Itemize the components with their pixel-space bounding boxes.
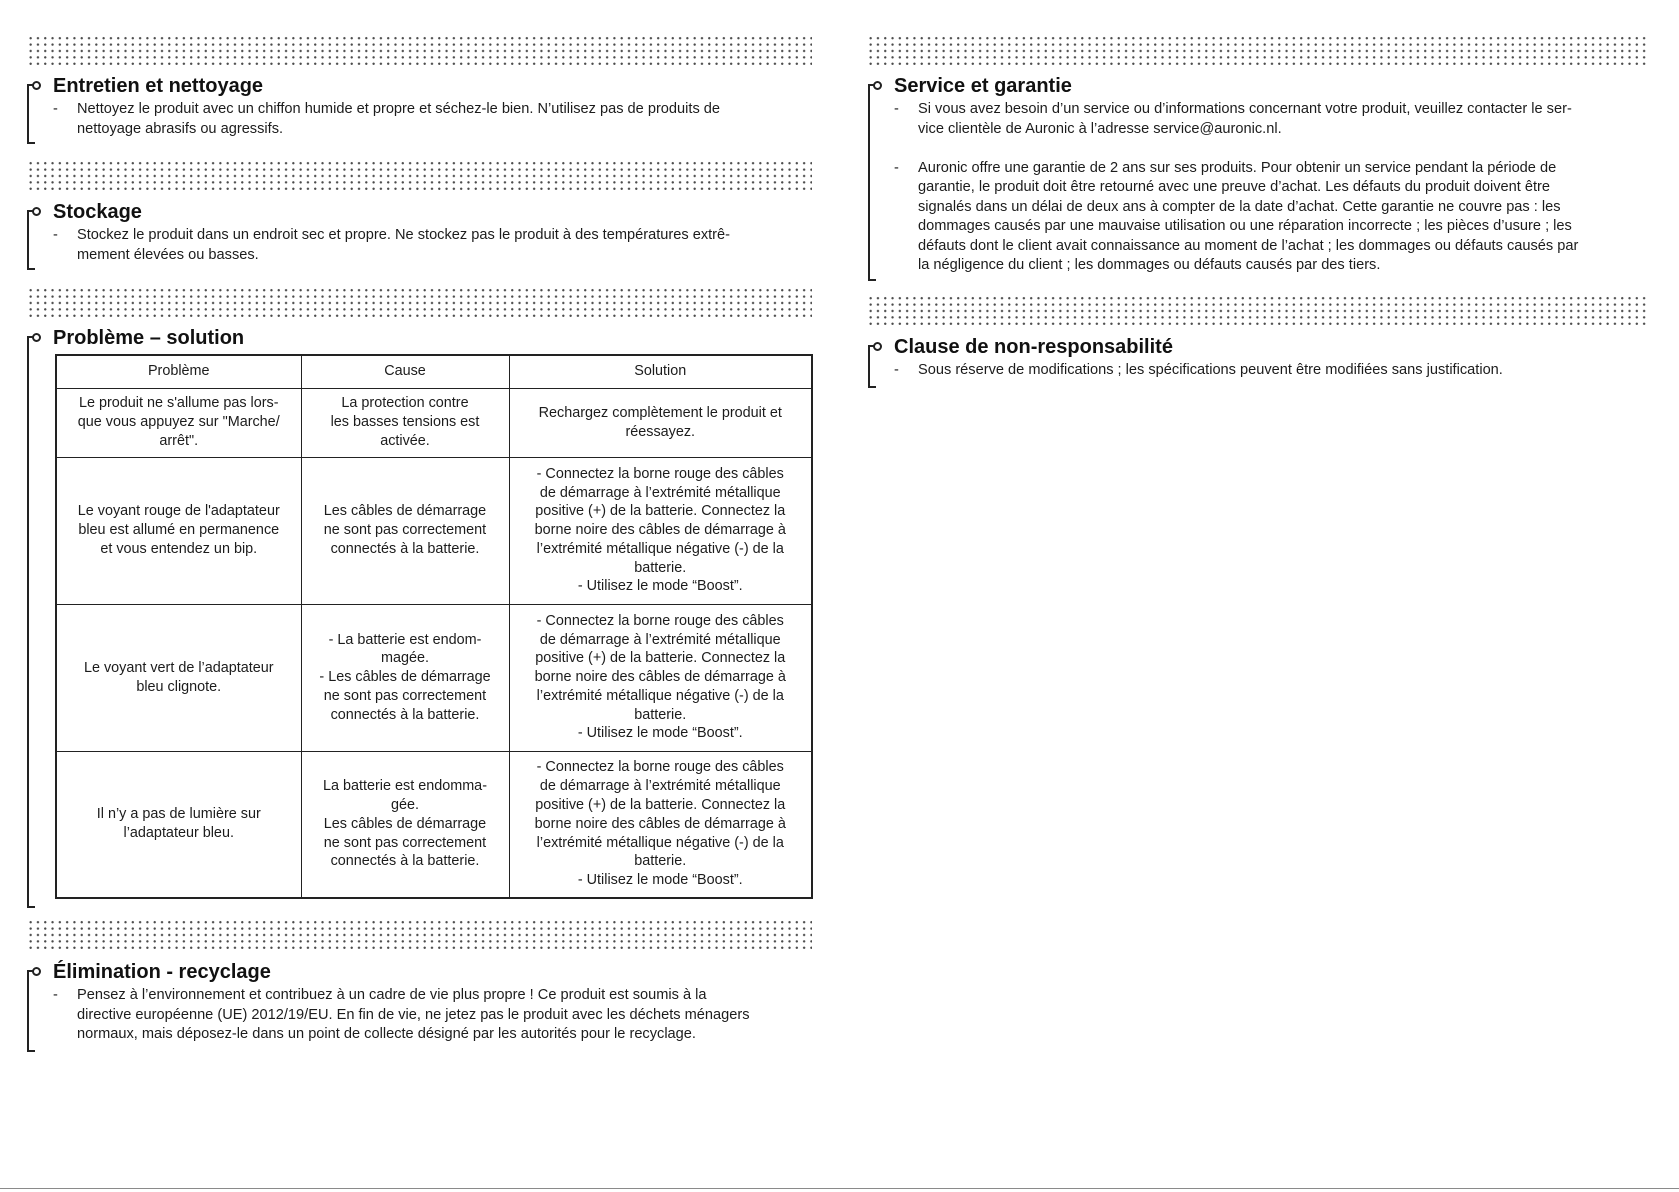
text-line: directive européenne (UE) 2012/19/EU. En fin de vie, ne jetez pas le produit avec les déchets ménagers xyxy=(77,1006,750,1023)
bracket-ring xyxy=(32,81,41,90)
section-stockage xyxy=(27,200,812,270)
cell-line: - Connectez la borne rouge des câbles xyxy=(536,612,784,629)
dot-grid-separator xyxy=(867,295,1649,327)
cell-line: Il n’y a pas de lumière sur xyxy=(96,806,261,823)
list-item xyxy=(53,226,812,265)
cell-line: ne sont pas correctement xyxy=(323,522,487,539)
table-cell-cause xyxy=(301,604,509,751)
section-bracket-icon xyxy=(27,970,35,1052)
section-title: Stockage xyxy=(53,201,142,223)
bullet-dash: - xyxy=(894,362,899,378)
cell-line: - Connectez la borne rouge des câbles xyxy=(536,759,784,776)
cell-line: connectés à la batterie. xyxy=(330,540,480,557)
cell-line: Les câbles de démarrage xyxy=(323,503,487,520)
section-title: Problème – solution xyxy=(53,327,245,349)
bullet-dash: - xyxy=(894,101,899,117)
text-line: dommages causés par une mauvaise utilisation ou une réparation incorrecte ; les pièces d’usure ; les xyxy=(918,218,1572,234)
text-line: vice clientèle de Auronic à l’adresse service@auronic.nl. xyxy=(918,120,1282,137)
cell-line: positive (+) de la batterie. Connectez la xyxy=(535,650,786,667)
section-bracket-icon xyxy=(868,84,876,281)
table-row xyxy=(56,751,812,898)
table-cell-probleme xyxy=(56,604,301,751)
cell-line: gée. xyxy=(390,797,419,814)
text-line: la négligence du client ; les dommages ou défauts causés par des tiers. xyxy=(918,257,1381,273)
bullet-dash: - xyxy=(53,227,58,243)
section-clause xyxy=(868,335,1649,388)
table-cell-probleme xyxy=(56,751,301,898)
bracket-ring xyxy=(32,207,41,216)
table-cell-cause xyxy=(301,457,509,604)
cell-line: ne sont pas correctement xyxy=(323,687,487,704)
bullet-dash: - xyxy=(53,101,58,117)
table-cell-solution xyxy=(509,388,812,457)
section-bracket-icon xyxy=(868,345,876,388)
bullet-dash: - xyxy=(894,159,899,176)
cell-line: Le voyant rouge de l'adaptateur xyxy=(77,503,280,520)
cell-line: bleu est allumé en permanence xyxy=(78,522,280,539)
table-cell-cause xyxy=(301,388,509,457)
cell-line: La batterie est endomma- xyxy=(323,778,487,795)
section-elimination xyxy=(27,960,812,1052)
cell-line: réessayez. xyxy=(625,423,696,440)
bullet-dash: - xyxy=(53,987,58,1003)
cell-line: l’adaptateur bleu. xyxy=(123,825,234,842)
text-line: garantie, le produit doit être retourné avec une preuve d’achat. Les défauts du produit doivent être xyxy=(918,179,1550,195)
table-header-solution: Solution xyxy=(509,355,812,388)
table-row xyxy=(56,457,812,604)
cell-line: connectés à la batterie. xyxy=(330,853,480,870)
text-line: défauts dont le client avait connaissance au moment de l’achat ; les dommages ou défauts causés par xyxy=(918,237,1579,254)
table-row xyxy=(56,604,812,751)
cell-line: bleu clignote. xyxy=(136,678,222,695)
section-bracket-icon xyxy=(27,84,35,144)
cell-line: activée. xyxy=(380,432,430,449)
cell-line: - Connectez la borne rouge des câbles xyxy=(536,465,784,482)
cell-line: de démarrage à l’extrémité métallique xyxy=(539,631,781,648)
list-item xyxy=(894,100,1649,139)
text-line: Pensez à l’environnement et contribuez à un cadre de vie plus propre ! Ce produit est soumis à la xyxy=(77,987,707,1003)
table-cell-probleme xyxy=(56,457,301,604)
cell-line: positive (+) de la batterie. Connectez la xyxy=(535,797,786,814)
cell-line: batterie. xyxy=(634,853,687,870)
cell-line: ne sont pas correctement xyxy=(323,834,487,851)
cell-line: connectés à la batterie. xyxy=(330,706,480,723)
bullet-list xyxy=(53,226,812,265)
text-line: signalés dans un délai de deux ans à compter de la date d’achat. Cette garantie ne couvre pas : les xyxy=(918,198,1561,215)
dot-grid-separator xyxy=(27,35,812,67)
cell-line: batterie. xyxy=(634,559,687,576)
table-row xyxy=(56,388,812,457)
cell-line: Le voyant vert de l’adaptateur xyxy=(83,659,274,676)
cell-line: - Utilisez le mode “Boost”. xyxy=(577,872,743,889)
bullet-list xyxy=(894,361,1649,381)
cell-line: de démarrage à l’extrémité métallique xyxy=(539,484,781,501)
cell-line: l’extrémité métallique négative (-) de la xyxy=(536,687,784,704)
cell-line: les basses tensions est xyxy=(330,414,480,431)
bracket-ring xyxy=(32,967,41,976)
text-line: Nettoyez le produit avec un chiffon humide et propre et séchez-le bien. N’utilisez pas de produits de xyxy=(77,101,721,117)
cell-line: et vous entendez un bip. xyxy=(100,540,258,557)
bullet-list xyxy=(894,100,1649,276)
table-header-cause: Cause xyxy=(301,355,509,388)
cell-line: - Les câbles de démarrage xyxy=(319,669,491,686)
section-service-garantie xyxy=(868,74,1649,281)
troubleshooting-table xyxy=(55,354,813,899)
text-line: Stockez le produit dans un endroit sec et propre. Ne stockez pas le produit à des températures extrê- xyxy=(77,227,731,243)
page-bottom-rule xyxy=(0,1188,1679,1189)
table-cell-probleme xyxy=(56,388,301,457)
cell-line: positive (+) de la batterie. Connectez la xyxy=(535,503,786,520)
table-cell-solution xyxy=(509,457,812,604)
list-item xyxy=(53,986,812,1045)
cell-line: Rechargez complètement le produit et xyxy=(538,404,782,421)
table-header-row xyxy=(56,355,812,388)
cell-line: batterie. xyxy=(634,706,687,723)
table-header-probleme: Problème xyxy=(56,355,301,388)
cell-line: l’extrémité métallique négative (-) de la xyxy=(536,834,784,851)
cell-line: - Utilisez le mode “Boost”. xyxy=(577,725,743,742)
dot-grid-separator xyxy=(867,35,1649,67)
bracket-ring xyxy=(32,333,41,342)
bracket-ring xyxy=(873,81,882,90)
text-line: Sous réserve de modifications ; les spécifications peuvent être modifiées sans justification. xyxy=(918,362,1503,378)
section-title: Clause de non-responsabilité xyxy=(894,336,1173,358)
list-item xyxy=(894,159,1649,276)
cell-line: arrêt". xyxy=(159,432,199,449)
section-entretien xyxy=(27,74,812,144)
section-title: Entretien et nettoyage xyxy=(53,75,264,97)
cell-line: - La batterie est endom- xyxy=(328,631,482,648)
cell-line: La protection contre xyxy=(341,395,469,412)
text-line: Auronic offre une garantie de 2 ans sur ses produits. Pour obtenir un service pendant la période de xyxy=(918,159,1557,176)
section-probleme-solution xyxy=(27,326,812,908)
cell-line: - Utilisez le mode “Boost”. xyxy=(577,578,743,595)
list-item xyxy=(53,100,812,139)
cell-line: de démarrage à l’extrémité métallique xyxy=(539,778,781,795)
section-bracket-icon xyxy=(27,336,35,908)
table-cell-cause xyxy=(301,751,509,898)
text-line: normaux, mais déposez-le dans un point de collecte désigné par les autorités pour le recyclage. xyxy=(77,1026,696,1042)
list-item xyxy=(894,361,1649,381)
bullet-list xyxy=(53,100,812,139)
cell-line: Les câbles de démarrage xyxy=(323,815,487,832)
section-title: Service et garantie xyxy=(894,75,1072,97)
cell-line: magée. xyxy=(381,650,429,667)
table-cell-solution xyxy=(509,751,812,898)
dot-grid-separator xyxy=(27,160,812,192)
cell-line: que vous appuyez sur "Marche/ xyxy=(77,414,280,431)
table-cell-solution xyxy=(509,604,812,751)
cell-line: l’extrémité métallique négative (-) de la xyxy=(536,540,784,557)
bullet-list xyxy=(53,986,812,1045)
text-line: nettoyage abrasifs ou agressifs. xyxy=(77,120,284,137)
bracket-ring xyxy=(873,342,882,351)
text-line: Si vous avez besoin d’un service ou d’informations concernant votre produit, veuillez contacter le ser- xyxy=(918,101,1572,117)
cell-line: Le produit ne s'allume pas lors- xyxy=(78,395,279,412)
dot-grid-separator xyxy=(27,287,812,319)
section-title: Élimination - recyclage xyxy=(53,961,271,983)
cell-line: borne noire des câbles de démarrage à xyxy=(534,815,786,832)
section-bracket-icon xyxy=(27,210,35,270)
cell-line: borne noire des câbles de démarrage à xyxy=(534,522,786,539)
text-line: mement élevées ou basses. xyxy=(77,246,259,263)
cell-line: borne noire des câbles de démarrage à xyxy=(534,669,786,686)
dot-grid-separator xyxy=(27,919,812,951)
